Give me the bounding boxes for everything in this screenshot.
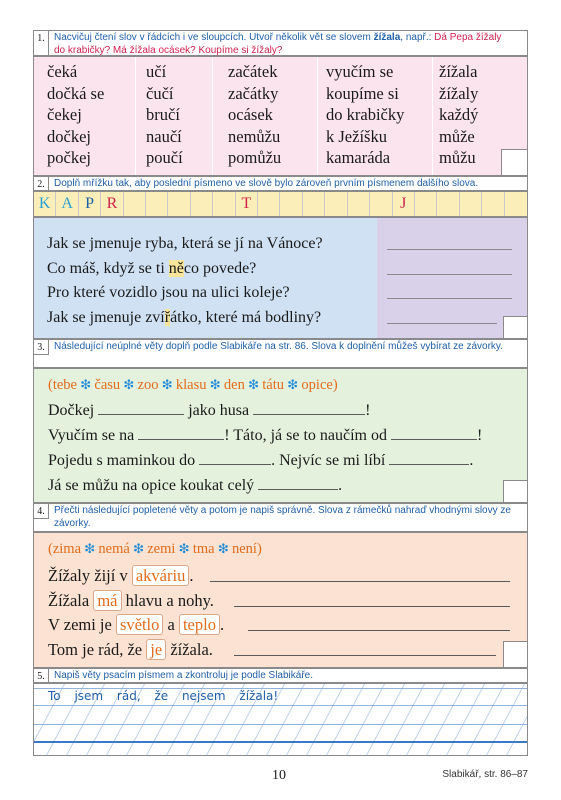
question-4: Jak se jmenuje zvířátko, které má bodliny? bbox=[47, 309, 322, 326]
write-line-3[interactable] bbox=[248, 630, 510, 631]
word-cell: čučí bbox=[146, 83, 174, 103]
grid-cell[interactable] bbox=[370, 192, 392, 216]
word-box-ma: má bbox=[93, 590, 121, 611]
grid-cell[interactable] bbox=[303, 192, 325, 216]
task5-instruction: Napiš věty psacím písmem a zkontroluj je podle Slabikáře. bbox=[54, 670, 314, 681]
answer-line-3[interactable] bbox=[387, 298, 512, 299]
task3-header bbox=[33, 339, 528, 368]
jumbled-line-4: Tom je rád, že je žížala. bbox=[48, 640, 213, 659]
task3-instruction: Následující neúplné věty doplň podle Slabikáře na str. 86. Slova k doplnění můžeš vybírat ze závorky. bbox=[54, 341, 503, 352]
word-cell: čeká bbox=[47, 62, 78, 81]
grid-cell[interactable] bbox=[437, 192, 459, 216]
task4-word-options: (zima ❇ nemá ❇ zemi ❇ tma ❇ není) bbox=[48, 541, 262, 557]
word-cell: začátek bbox=[228, 62, 278, 81]
task3-number: 3. bbox=[34, 340, 49, 355]
word-cell: ocásek bbox=[228, 105, 273, 124]
grid-cell[interactable] bbox=[280, 192, 302, 216]
task3-check-box[interactable] bbox=[503, 480, 527, 502]
jumbled-line-1: Žížaly žijí v akváriu . bbox=[48, 566, 194, 585]
word-box-je: je bbox=[146, 639, 166, 660]
grid-cell[interactable] bbox=[325, 192, 347, 216]
letter-grid bbox=[33, 191, 528, 217]
word-cell: naučí bbox=[146, 126, 182, 146]
flower-separator-icon: ❇ bbox=[284, 377, 302, 392]
word-cell: koupíme si bbox=[326, 83, 399, 103]
task1-word-table bbox=[33, 56, 528, 176]
word-option: opice) bbox=[301, 377, 338, 393]
task5-header bbox=[33, 668, 528, 683]
flower-separator-icon: ❇ bbox=[76, 377, 95, 392]
sentence-3: Pojedu s maminkou do . Nejvíc se mi líbí . bbox=[48, 452, 474, 469]
write-line-2[interactable] bbox=[234, 606, 510, 607]
task4-check-box[interactable] bbox=[503, 641, 527, 667]
flower-separator-icon: ❇ bbox=[175, 541, 193, 556]
highlighted-letters: ř bbox=[164, 309, 171, 326]
highlighted-letters: ně bbox=[168, 260, 184, 277]
grid-cell: K bbox=[34, 192, 56, 216]
jumbled-line-3: V zemi je světlo a teplo . bbox=[48, 615, 225, 634]
word-cell: čekej bbox=[47, 105, 82, 124]
word-column-2 bbox=[146, 61, 183, 169]
word-box-svetlo: světlo bbox=[116, 614, 163, 635]
word-cell: začátky bbox=[228, 83, 279, 103]
flower-separator-icon: ❇ bbox=[120, 377, 138, 392]
word-box-akvariu: akváriu bbox=[132, 565, 189, 586]
word-option: není) bbox=[231, 541, 262, 557]
page-number: 10 bbox=[272, 768, 286, 783]
blank-4[interactable] bbox=[258, 478, 338, 490]
answer-line-4[interactable] bbox=[387, 323, 497, 324]
word-option: zemi bbox=[147, 541, 176, 557]
word-cell: k Ježíšku bbox=[326, 126, 387, 146]
word-cell: pomůžu bbox=[228, 148, 282, 167]
task4-number: 4. bbox=[34, 504, 49, 519]
word-option: tátu bbox=[262, 377, 285, 393]
word-option: klasu bbox=[175, 377, 207, 393]
flower-separator-icon: ❇ bbox=[206, 377, 224, 392]
task1-check-box[interactable] bbox=[501, 149, 527, 175]
answer-line-2[interactable] bbox=[387, 274, 512, 275]
word-cell: dočká se bbox=[47, 83, 105, 103]
jumbled-line-2: Žížala má hlavu a nohy. bbox=[48, 591, 214, 610]
task4-header bbox=[33, 503, 528, 532]
flower-separator-icon: ❇ bbox=[158, 377, 176, 392]
grid-cell[interactable] bbox=[258, 192, 280, 216]
flower-separator-icon: ❇ bbox=[244, 377, 263, 392]
word-cell: poučí bbox=[146, 148, 183, 167]
grid-cell[interactable] bbox=[191, 192, 213, 216]
task2-header bbox=[33, 176, 528, 191]
word-column-5 bbox=[439, 61, 478, 169]
task1-instruction: Nacvičuj čtení slov v řádcích i ve sloupcích. Utvoř několik vět se slovem žížala, např.: Dá Pepa žížaly do krabičky? Má žížala ocásek? Koupíme si žížaly? bbox=[54, 32, 502, 56]
sentence-2: Vyučím se na ! Táto, já se to naučím od ! bbox=[48, 427, 483, 444]
grid-cell: T bbox=[236, 192, 258, 216]
word-cell: do krabičky bbox=[326, 105, 405, 124]
task1-number: 1. bbox=[34, 31, 49, 55]
word-column-4 bbox=[326, 61, 404, 169]
handwritten-sample: To jsem rád, že nejsem žížala! bbox=[48, 689, 279, 703]
word-cell: počkej bbox=[47, 148, 91, 167]
word-cell: bručí bbox=[146, 105, 180, 124]
blank-1b[interactable] bbox=[253, 403, 365, 415]
task2-instruction: Doplň mřížku tak, aby poslední písmeno ve slově bylo zároveň prvním písmenem dalšího slova. bbox=[54, 178, 479, 189]
word-box-teplo: teplo bbox=[179, 614, 220, 635]
flower-separator-icon: ❇ bbox=[129, 541, 148, 556]
grid-cell[interactable] bbox=[124, 192, 146, 216]
word-cell: můžu bbox=[439, 148, 476, 167]
handwriting-area[interactable] bbox=[33, 683, 528, 756]
word-cell: dočkej bbox=[47, 126, 91, 146]
task2-questions bbox=[33, 217, 528, 339]
sentence-4: Já se můžu na opice koukat celý . bbox=[48, 477, 343, 494]
blank-1a[interactable] bbox=[98, 403, 184, 415]
word-column-1 bbox=[47, 61, 104, 169]
word-column-3 bbox=[228, 61, 281, 169]
question-1: Jak se jmenuje ryba, která se jí na Vánoce? bbox=[47, 235, 323, 252]
blank-2a[interactable] bbox=[138, 428, 224, 440]
task4-sentences bbox=[33, 532, 528, 668]
grid-cell: P bbox=[79, 192, 101, 216]
word-cell: žížala bbox=[439, 62, 478, 81]
task3-word-options: (tebe ❇ času ❇ zoo ❇ klasu ❇ den ❇ tátu ❇ opice) bbox=[48, 377, 338, 393]
word-option: den bbox=[223, 377, 245, 393]
task2-number: 2. bbox=[34, 177, 49, 190]
sentence-1: Dočkej jako husa ! bbox=[48, 402, 371, 419]
word-cell: žížaly bbox=[439, 83, 479, 103]
question-3: Pro které vozidlo jsou na ulici koleje? bbox=[47, 284, 290, 301]
write-line-4[interactable] bbox=[234, 655, 496, 656]
task3-sentences bbox=[33, 368, 528, 503]
blank-3a[interactable] bbox=[199, 453, 271, 465]
word-option: nemá bbox=[98, 541, 130, 557]
grid-cell[interactable] bbox=[415, 192, 437, 216]
grid-cell[interactable] bbox=[482, 192, 504, 216]
task2-check-box[interactable] bbox=[503, 316, 527, 338]
word-cell: každý bbox=[439, 105, 479, 124]
word-cell: nemůžu bbox=[228, 126, 281, 146]
textbook-reference: Slabikář, str. 86–87 bbox=[442, 769, 528, 780]
task1-header bbox=[33, 30, 528, 56]
grid-cell[interactable] bbox=[146, 192, 168, 216]
grid-cell: J bbox=[393, 192, 415, 216]
word-cell: učí bbox=[146, 62, 167, 81]
answer-line-1[interactable] bbox=[387, 249, 512, 250]
write-line-1[interactable] bbox=[210, 581, 510, 582]
task4-instruction: Přečti následující popletené věty a potom je napiš správně. Slova z rámečků nahraď vhodnými slovy ze závorky. bbox=[54, 505, 511, 529]
word-option: času bbox=[94, 377, 121, 393]
word-cell: vyučím se bbox=[326, 62, 394, 81]
word-option: tma bbox=[192, 541, 215, 557]
blank-2b[interactable] bbox=[391, 428, 477, 440]
grid-cell[interactable] bbox=[348, 192, 370, 216]
task5-number: 5. bbox=[34, 669, 49, 682]
grid-cell: R bbox=[101, 192, 123, 216]
flower-separator-icon: ❇ bbox=[214, 541, 232, 556]
grid-cell[interactable] bbox=[213, 192, 235, 216]
grid-cell[interactable] bbox=[168, 192, 190, 216]
grid-cell: A bbox=[56, 192, 78, 216]
grid-cell[interactable] bbox=[505, 192, 527, 216]
word-option: zoo bbox=[137, 377, 159, 393]
flower-separator-icon: ❇ bbox=[81, 541, 99, 556]
grid-cell[interactable] bbox=[460, 192, 482, 216]
question-2: Co máš, když se ti něco povede? bbox=[47, 260, 257, 277]
word-cell: může bbox=[439, 126, 475, 146]
blank-3b[interactable] bbox=[389, 453, 469, 465]
word-cell: kamaráda bbox=[326, 148, 391, 167]
